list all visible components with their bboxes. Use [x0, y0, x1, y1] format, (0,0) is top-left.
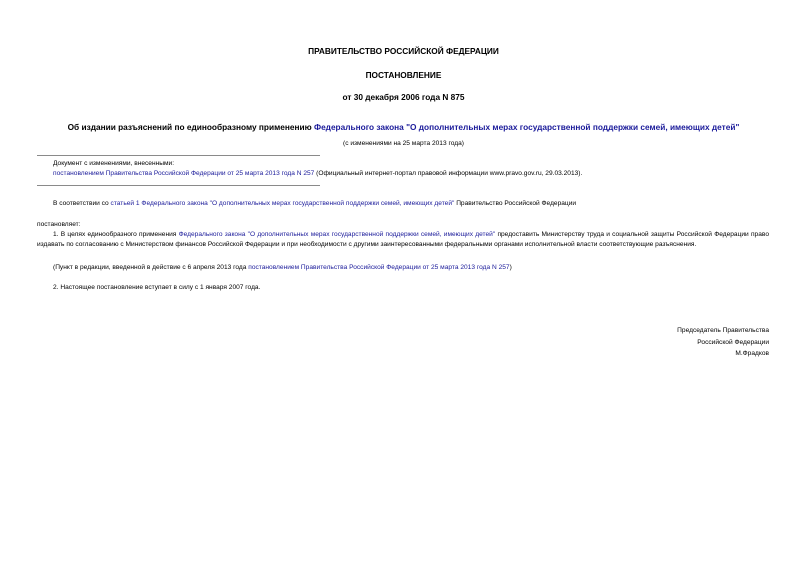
changes-top-divider — [37, 155, 320, 156]
preamble-article-link[interactable]: статьей 1 Федерального закона "О дополнительных мерах государственной поддержки семей, имеющих детей" — [110, 200, 455, 207]
signature-name: М.Фрадков — [735, 350, 769, 357]
signature-block — [677, 325, 769, 360]
preamble-prefix: В соответствии со — [53, 200, 111, 207]
item-1-prefix: 1. В целях единообразного применения — [53, 231, 179, 238]
changes-bottom-divider — [37, 185, 320, 186]
preamble — [53, 199, 576, 209]
resolves-word: постановляет: — [37, 221, 81, 228]
title-federal-law-link[interactable]: Федерального закона "О дополнительных мерах государственной поддержки семей, имеющих детей" — [313, 122, 740, 132]
item-1-paragraph — [37, 230, 769, 249]
changes-source: (Официальный интернет-портал правовой информации www.pravo.gov.ru, 29.03.2013). — [314, 170, 583, 177]
item-1-suffix: предоставить Министерству труда и социальной защиты Российской Федерации право издавать по согласованию с Министерством финансов Российской Федерации и при необходимости с другими заинтересованными федеральными органами исполнительной власти соответствующие разъяснения. — [37, 231, 769, 248]
signature-country-line: Российской Федерации — [697, 338, 769, 346]
changes-resolution-link[interactable]: постановлением Правительства Российской Федерации от 25 марта 2013 года N 257 — [53, 170, 315, 177]
changes-source-line — [53, 169, 582, 179]
document-type-heading: ПОСТАНОВЛЕНИЕ — [365, 70, 442, 80]
item-1-note-prefix: (Пункт в редакции, введенной в действие с 6 апреля 2013 года — [53, 264, 249, 271]
preamble-suffix: Правительство Российской Федерации — [454, 200, 577, 207]
item-2-paragraph: 2. Настоящее постановление вступает в силу с 1 января 2007 года. — [53, 284, 261, 291]
date-number-heading: от 30 декабря 2006 года N 875 — [342, 92, 465, 102]
title-prefix: Об издании разъяснений по единообразному применению — [67, 122, 314, 132]
item-1-note-resolution-link[interactable]: постановлением Правительства Российской Федерации от 25 марта 2013 года N 257 — [248, 264, 510, 271]
document-title — [0, 122, 807, 132]
item-1-federal-law-link[interactable]: Федерального закона "О дополнительных мерах государственной поддержки семей, имеющих детей" — [178, 231, 496, 238]
changes-label: Документ с изменениями, внесенными: — [53, 160, 175, 167]
amendments-note: (с изменениями на 25 марта 2013 года) — [343, 140, 464, 147]
item-1-note — [53, 263, 512, 273]
signature-title-line: Председатель Правительства — [677, 327, 769, 334]
item-1-note-suffix: ) — [509, 264, 512, 271]
government-heading: ПРАВИТЕЛЬСТВО РОССИЙСКОЙ ФЕДЕРАЦИИ — [308, 46, 499, 56]
